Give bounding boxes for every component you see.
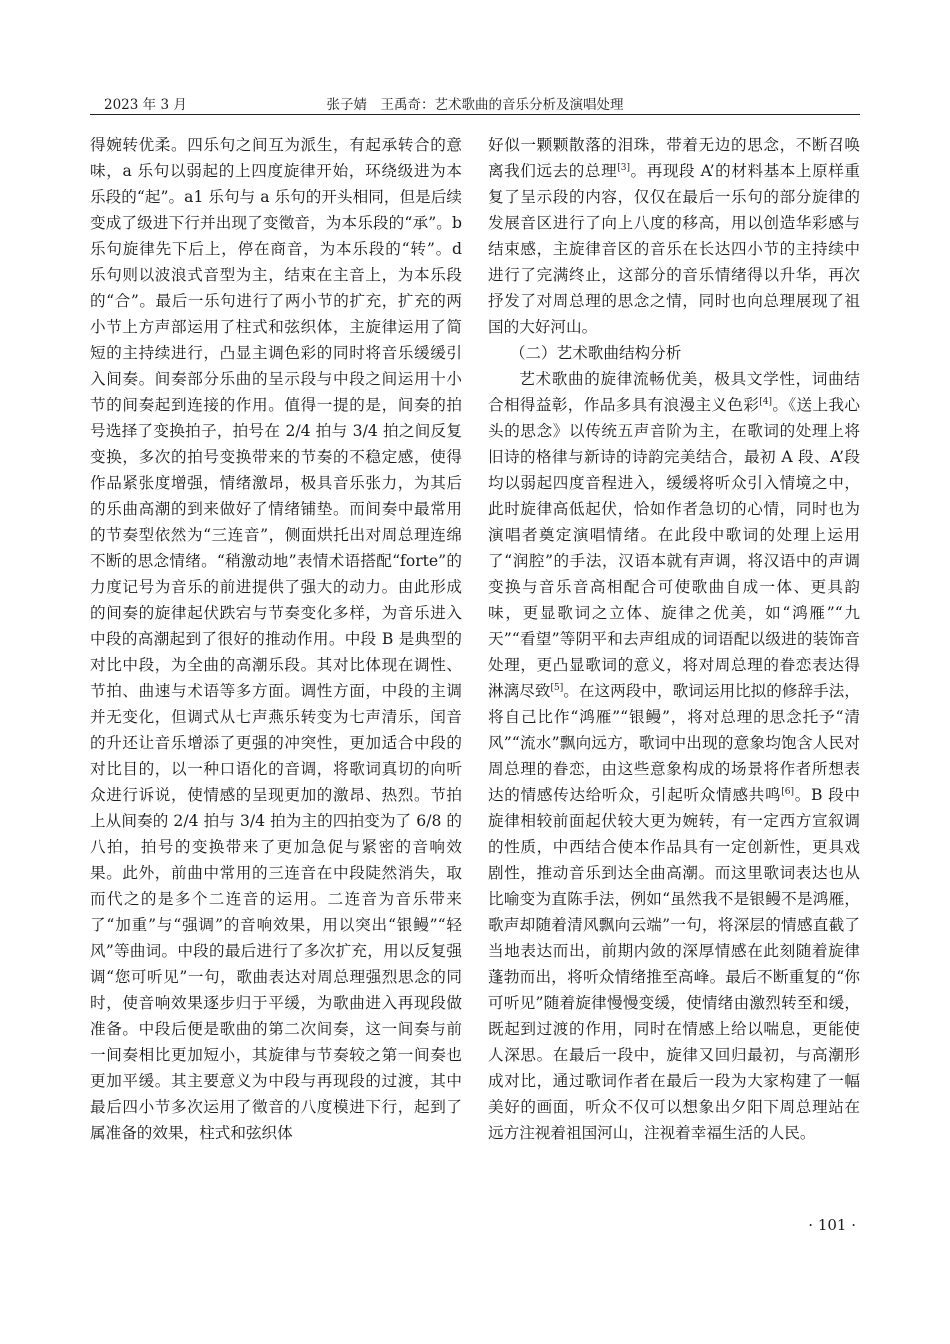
right-column [488, 132, 860, 1146]
text-run: 。再现段 A’的材料基本上原样重复了呈示段的内容，仅仅在最后一乐句的部分旋律的发展音区进行了向上八度的移高，用以创造华彩感与结束感，主旋律音区的音乐在长达四小节的主持续中进行了完满终止，这部分的音乐情绪得以升华，再次抒发了对周总理的思念之情，同时也向总理展现了祖国的大好河山。 [488, 162, 860, 336]
running-header [90, 88, 860, 115]
text-run: 艺术歌曲的旋律流畅优美，极具文学性，词曲结合相得益彰，作品多具有浪漫主义色彩 [488, 370, 860, 414]
issue-date: 2023 年 3 月 [104, 97, 187, 113]
citation-ref: [5] [550, 683, 564, 693]
section-heading: （二）艺术歌曲结构分析 [509, 344, 682, 362]
citation-ref: [6] [781, 787, 794, 797]
text-run: 。《送上我心头的思念》以传统五声音阶为主，在歌词的处理上将旧诗的格律与新诗的诗韵完美结合，最初 A 段、A’段均以弱起四度音程进入，缓缓将听众引入情境之中，此时旋律高低起伏，恰如作者急切的心情，同时也为演唱者奠定演唱情绪。在此段中歌词的处理上运用了“润腔”的手法，汉语本就有声调，将汉语中的声调变换与音乐音高相配合可使歌曲自成一体、更具韵味，更显歌词之立体、旋律之优美，如“鸿雁”“九天”“看望”等阴平和去声组成的词语配以级进的装饰音处理，更凸显歌词的意义，将对周总理的眷恋表达得淋漓尽致 [488, 396, 860, 700]
body-paragraph: 得婉转优柔。四乐句之间互为派生，有起承转合的意味，a 乐句以弱起的上四度旋律开始，环绕级进为本乐段的“起”。a1 乐句与 a 乐句的开头相同，但是后续变成了级进下行并出现了变徵音，为本乐段的“承”。b 乐句旋律先下后上，停在商音，为本乐段的“转”。d 乐句则以波浪式音型为主，结束在主音上，为本乐段的“合”。最后一乐句进行了两小节的扩充，扩充的两小节上方声部运用了柱式和弦织体，主旋律运用了简短的主持续进行，凸显主调色彩的同时将音乐缓缓引入间奏。间奏部分乐曲的呈示段与中段之间运用十小节的间奏起到连接的作用。值得一提的是，间奏的拍号选择了变换拍子，拍号在 2/4 拍与 3/4 拍之间反复变换，多次的拍号变换带来的节奏的不稳定感，使得作品紧张度增强，情绪激昂，极具音乐张力，为其后的乐曲高潮的到来做好了情绪铺垫。而间奏中最常用的节奏型依然为“三连音”，侧面烘托出对周总理连绵不断的思念情绪。“稍激动地”表情术语搭配“forte”的力度记号为音乐的前进提供了强大的动力。由此形成的间奏的旋律起伏跌宕与节奏变化多样，为音乐进入中段的高潮起到了很好的推动作用。中段 B 是典型的对比中段，为全曲的高潮乐段。其对比体现在调性、节拍、曲速与术语等多方面。调性方面，中段的主调并无变化，但调式从七声燕乐转变为七声清乐，闰音的升还让音乐增添了更强的冲突性，更加适合中段的对比目的，以一种口语化的音调，将歌词真切的向听众进行诉说，使情感的呈现更加的激昂、热烈。节拍上从间奏的 2/4 拍与 3/4 拍为主的四拍变为了 6/8 的八拍，拍号的变换带来了更加急促与紧密的音响效果。此外，前曲中常用的三连音在中段陡然消失，取而代之的是多个二连音的运用。二连音为音乐带来了“加重”与“强调”的音响效果，用以突出“银鳗”“轻风”等曲词。中段的最后进行了多次扩充，用以反复强调“您可听见”一句，歌曲表达对周总理强烈思念的同时，使音响效果逐步归于平缓，为歌曲进入再现段做准备。中段后便是歌曲的第二次间奏，这一间奏与前一间奏相比更加短小，其旋律与节奏较之第一间奏也更加平缓。其主要意义为中段与再现段的过渡，其中最后四小节多次运用了徵音的八度模进下行，起到了属准备的效果，柱式和弦织体 [90, 136, 462, 1142]
body-paragraph [488, 366, 860, 1146]
body-paragraph [488, 132, 860, 340]
page-number: · 101 · [808, 1216, 856, 1234]
running-title: 张子婧 王禹奇：艺术歌曲的音乐分析及演唱处理 [326, 97, 624, 113]
text-run: 。B 段中旋律相较前面起伏较大更为婉转，有一定西方宣叙调的性质，中西结合使本作品具有一定创新性，更具戏剧性，推动音乐到达全曲高潮。而这里歌词表达也从比喻变为直陈手法，例如“虽然我不是银鳗不是鸿雁，歌声却随着清风飘向云端”一句，将深层的情感直截了当地表达而出，前期内敛的深厚情感在此刻随着旋律蓬勃而出，将听众情绪推至高峰。最后不断重复的“你可听见”随着旋律慢慢变缓，使情绪由激烈转至和缓，既起到过渡的作用，同时在情感上给以喘息，更能使人深思。在最后一段中，旋律又回归最初，与高潮形成对比，通过歌词作者在最后一段为大家构建了一幅美好的画面，听众不仅可以想象出夕阳下周总理站在远方注视着祖国河山，注视着幸福生活的人民。 [488, 786, 860, 1142]
citation-ref: [3] [617, 163, 630, 173]
text-run: 。在这两段中，歌词运用比拟的修辞手法，将自己比作“鸿雁”“银鳗”，将对总理的思念托予“清风”“流水”飘向远方，歌词中出现的意象均饱含人民对周总理的眷恋，由这些意象构成的场景将作者所想表达的情感传达给听众，引起听众情感共鸣 [488, 682, 860, 804]
left-column [90, 132, 462, 1146]
text-run: 好似一颗颗散落的泪珠，带着无边的思念，不断召唤离我们远去的总理 [488, 136, 860, 180]
citation-ref: [4] [759, 397, 773, 407]
